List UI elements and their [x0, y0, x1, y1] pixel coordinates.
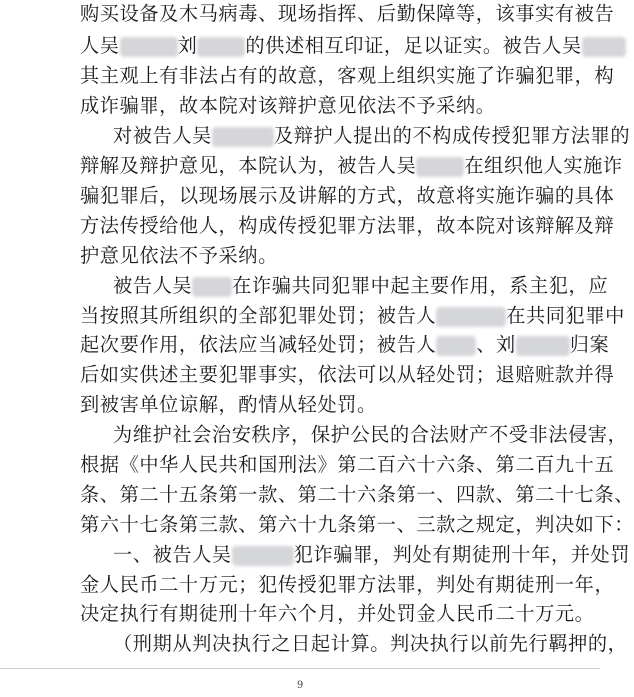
text-line	[80, 242, 600, 269]
text-segment: 其主观上有非法占有的故意，客观上组织实施了诈骗犯罪，构	[80, 64, 615, 87]
text-line	[113, 421, 628, 448]
text-line	[113, 122, 631, 149]
text-line	[80, 152, 623, 179]
redaction-mark	[212, 127, 274, 147]
text-segment: 护意见依法不予采纳。	[80, 244, 278, 267]
redaction-mark	[120, 37, 178, 57]
text-line	[80, 331, 610, 358]
text-line	[113, 541, 631, 568]
page-number: 9	[296, 680, 304, 691]
text-segment: 的供述相互印证，足以证实。被告人吴	[245, 34, 582, 57]
text-segment: 后如实供述主要犯罪事实，依法可以从轻处罚；退赔赃款并得	[80, 363, 615, 386]
text-line	[80, 600, 600, 627]
text-segment: 在共同犯罪中	[506, 304, 625, 327]
text-segment: 当按照其所组织的全部犯罪处罚；被告人	[80, 304, 437, 327]
redaction-mark	[516, 336, 570, 356]
text-segment: （刑期从判决执行之日起计算。判决执行以前先行羁押的，	[113, 632, 628, 655]
text-line	[80, 0, 615, 27]
text-line	[113, 630, 628, 657]
text-segment: 方法传授给他人，构成传授犯罪方法罪，故本院对该辩解及辩	[80, 214, 615, 237]
text-segment: 辩解及辩护意见，本院认为，被告人吴	[80, 154, 417, 177]
text-segment: 骗犯罪后，以现场展示及讲解的方式，故意将实施诈骗的具体	[80, 184, 615, 207]
redaction-mark	[232, 546, 294, 566]
text-segment: 金人民币二十万元；犯传授犯罪方法罪，判处有期徒刑一年，	[80, 573, 615, 596]
text-line	[80, 32, 600, 59]
text-segment: 根据《中华人民共和国刑法》第二百六十六条、第二百九十五	[80, 453, 615, 476]
text-line	[80, 451, 615, 478]
text-segment: 、刘	[476, 333, 516, 356]
text-segment: 条、第二十五条第一款、第二十六条第一、四款、第二十七条、	[80, 483, 634, 506]
text-segment: 到被害单位谅解，酌情从轻处罚。	[80, 393, 377, 416]
text-segment: 及辩护人提出的不构成传授犯罪方法罪的	[273, 124, 631, 147]
redaction-mark	[192, 277, 232, 297]
text-line	[80, 511, 634, 538]
text-line	[80, 481, 634, 508]
redaction-mark	[582, 37, 626, 57]
text-line	[80, 391, 600, 418]
text-line	[80, 212, 615, 239]
text-segment: 刘	[177, 34, 198, 57]
redaction-mark	[197, 37, 245, 57]
redaction-mark	[436, 307, 506, 327]
redaction-mark	[436, 336, 476, 356]
text-segment: 在诈骗共同犯罪中起主要作用，系主犯，应	[232, 274, 609, 297]
text-segment: 在组织他人实施诈	[464, 154, 623, 177]
text-line	[80, 62, 615, 89]
text-segment: 归案	[569, 333, 610, 356]
text-line	[80, 571, 615, 598]
text-line	[80, 92, 600, 119]
text-line	[113, 272, 609, 299]
text-segment: 决定执行有期徒刑十年六个月，并处罚金人民币二十万元。	[80, 602, 595, 625]
text-segment: 犯诈骗罪，判处有期徒刑十年，并处罚	[293, 543, 631, 566]
text-segment: 购买设备及木马病毒、现场指挥、后勤保障等，该事实有被告	[80, 2, 615, 25]
text-line	[80, 302, 625, 329]
text-line	[80, 182, 615, 209]
page-bottom-edge	[0, 668, 600, 669]
text-segment: 成诈骗罪，故本院对该辩护意见依法不予采纳。	[80, 94, 496, 117]
text-segment: 人吴	[80, 34, 120, 57]
redaction-mark	[416, 157, 464, 177]
text-segment: 起次要作用，依法应当减轻处罚；被告人	[80, 333, 437, 356]
text-line	[80, 361, 615, 388]
text-segment: 第六十七条第三款、第六十九条第一、三款之规定，判决如下：	[80, 513, 634, 536]
text-segment: 对被告人吴	[113, 124, 212, 147]
text-segment: 为维护社会治安秩序，保护公民的合法财产不受非法侵害，	[113, 423, 628, 446]
text-segment: 被告人吴	[113, 274, 193, 297]
text-segment: 一、被告人吴	[113, 543, 232, 566]
